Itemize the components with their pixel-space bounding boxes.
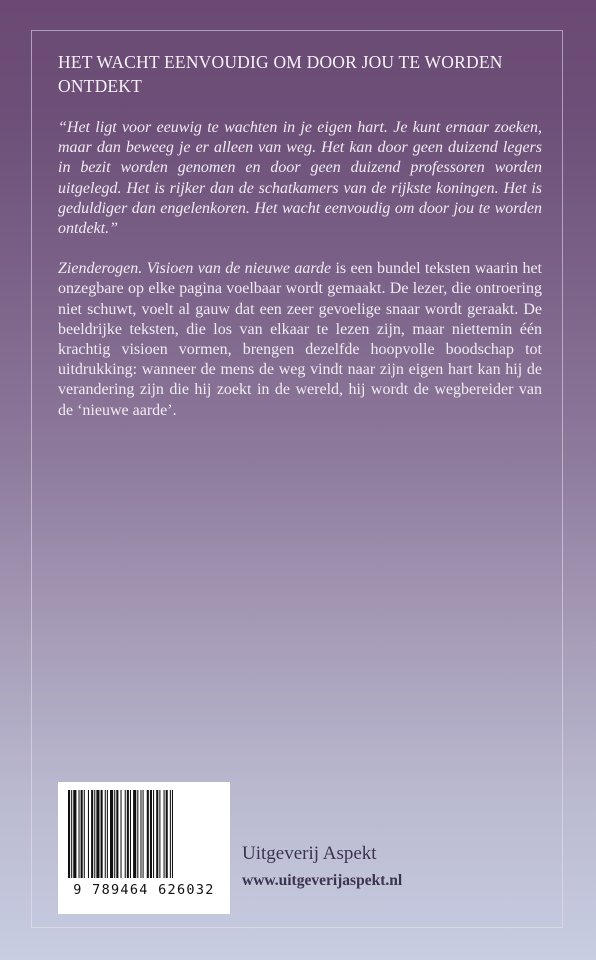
publisher-url: www.uitgeverijaspekt.nl xyxy=(242,872,403,889)
description-text: is een bundel teksten waarin het onzegbare op elke pagina voelbaar wordt gemaakt. De lezer, die ontroering niet schuwt, voelt al gauw dat een zeer gevoelige snaar wordt geraakt. De beeldrijke teksten, die los van elkaar te lezen zijn, maar niettemin één krachtig visioen vormen, brengen dezelfde hoopvolle boodschap tot uitdrukking: wanneer de mens de weg vindt naar zijn eigen hart kan hij de verandering zijn die hij zoekt in de wereld, hij wordt de wegbereider van de ‘nieuwe aarde’. xyxy=(58,260,543,419)
cover-quote: “Het ligt voor eeuwig te wachten in je eigen hart. Je kunt ernaar zoeken, maar dan beweeg je er alleen van weg. Het kan door geen duizend legers in bezit worden genomen en door geen duizend professoren worden uitgelegd. Het is rijker dan de schatkamers van de rijkste koningen. Het is geduldiger dan engelenkoren. Het wacht eenvoudig om door jou te worden ontdekt.” xyxy=(58,119,542,238)
publisher-block xyxy=(242,842,402,892)
cover-text-block xyxy=(58,50,542,421)
isbn-digits: 9 789464 626032 xyxy=(73,882,215,898)
barcode-bars xyxy=(58,782,230,882)
book-title-italic: Zienderogen. Visioen van de nieuwe aarde xyxy=(58,260,332,278)
publisher-name: Uitgeverij Aspekt xyxy=(242,843,377,864)
cover-description xyxy=(58,259,542,421)
cover-heading: HET WACHT EENVOUDIG OM DOOR JOU TE WORDEN ONTDEKT xyxy=(58,52,503,96)
isbn-barcode xyxy=(58,782,230,914)
